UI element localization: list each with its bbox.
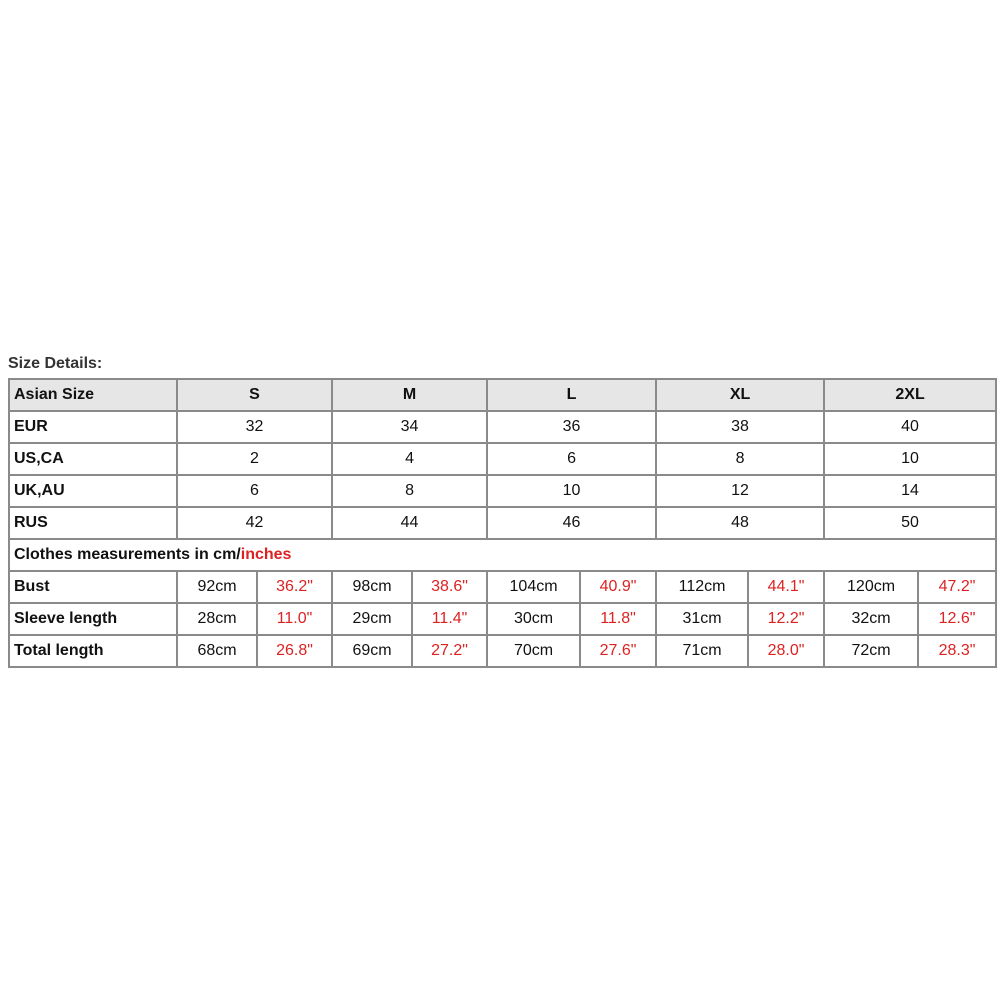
cm-cell: 112cm [656,571,748,603]
row-label: RUS [9,507,177,539]
row-label: UK,AU [9,475,177,507]
asian-size-label: Asian Size [9,379,177,411]
inch-cell: 28.0" [748,635,824,667]
eur-row [9,411,996,443]
table-cell: 46 [487,507,656,539]
table-cell: 2 [177,443,332,475]
inch-cell: 27.6" [580,635,656,667]
cm-cell: 69cm [332,635,412,667]
cm-cell: 71cm [656,635,748,667]
table-cell: 10 [824,443,996,475]
inch-cell: 47.2" [918,571,996,603]
table-cell: 42 [177,507,332,539]
cm-cell: 29cm [332,603,412,635]
inch-cell: 38.6" [412,571,487,603]
table-cell: 48 [656,507,824,539]
size-m-header: M [332,379,487,411]
inch-cell: 27.2" [412,635,487,667]
size-details-title: Size Details: [8,355,103,372]
row-label: EUR [9,411,177,443]
inch-cell: 12.2" [748,603,824,635]
inch-cell: 40.9" [580,571,656,603]
cm-cell: 68cm [177,635,257,667]
cm-cell: 72cm [824,635,918,667]
table-cell: 8 [332,475,487,507]
table-cell: 14 [824,475,996,507]
table-cell: 50 [824,507,996,539]
inch-cell: 26.8" [257,635,332,667]
bust-row [9,571,996,603]
sleeve-length-row [9,603,996,635]
measurements-heading [9,539,996,571]
size-table [8,378,997,668]
size-s-header: S [177,379,332,411]
measurements-heading-prefix: Clothes measurements in cm/ [14,546,241,563]
measurements-heading-row [9,539,996,571]
table-cell: 12 [656,475,824,507]
table-cell: 36 [487,411,656,443]
inch-cell: 28.3" [918,635,996,667]
row-label: Total length [9,635,177,667]
uk-au-row [9,475,996,507]
cm-cell: 32cm [824,603,918,635]
cm-cell: 92cm [177,571,257,603]
size-xl-header: XL [656,379,824,411]
cm-cell: 70cm [487,635,580,667]
rus-row [9,507,996,539]
inch-cell: 11.4" [412,603,487,635]
row-label: Bust [9,571,177,603]
table-cell: 40 [824,411,996,443]
table-cell: 34 [332,411,487,443]
cm-cell: 104cm [487,571,580,603]
cm-cell: 98cm [332,571,412,603]
size-l-header: L [487,379,656,411]
cm-cell: 120cm [824,571,918,603]
table-cell: 6 [177,475,332,507]
measurements-heading-inches: inches [240,546,292,563]
total-length-row [9,635,996,667]
table-cell: 44 [332,507,487,539]
us-ca-row [9,443,996,475]
table-cell: 32 [177,411,332,443]
row-label: US,CA [9,443,177,475]
inch-cell: 11.8" [580,603,656,635]
size-chart [8,354,994,668]
table-cell: 8 [656,443,824,475]
size-header-row [9,379,996,411]
table-cell: 4 [332,443,487,475]
inch-cell: 11.0" [257,603,332,635]
table-cell: 6 [487,443,656,475]
inch-cell: 44.1" [748,571,824,603]
cm-cell: 31cm [656,603,748,635]
table-cell: 38 [656,411,824,443]
table-cell: 10 [487,475,656,507]
size-2xl-header: 2XL [824,379,996,411]
inch-cell: 36.2" [257,571,332,603]
row-label: Sleeve length [9,603,177,635]
inch-cell: 12.6" [918,603,996,635]
cm-cell: 28cm [177,603,257,635]
cm-cell: 30cm [487,603,580,635]
